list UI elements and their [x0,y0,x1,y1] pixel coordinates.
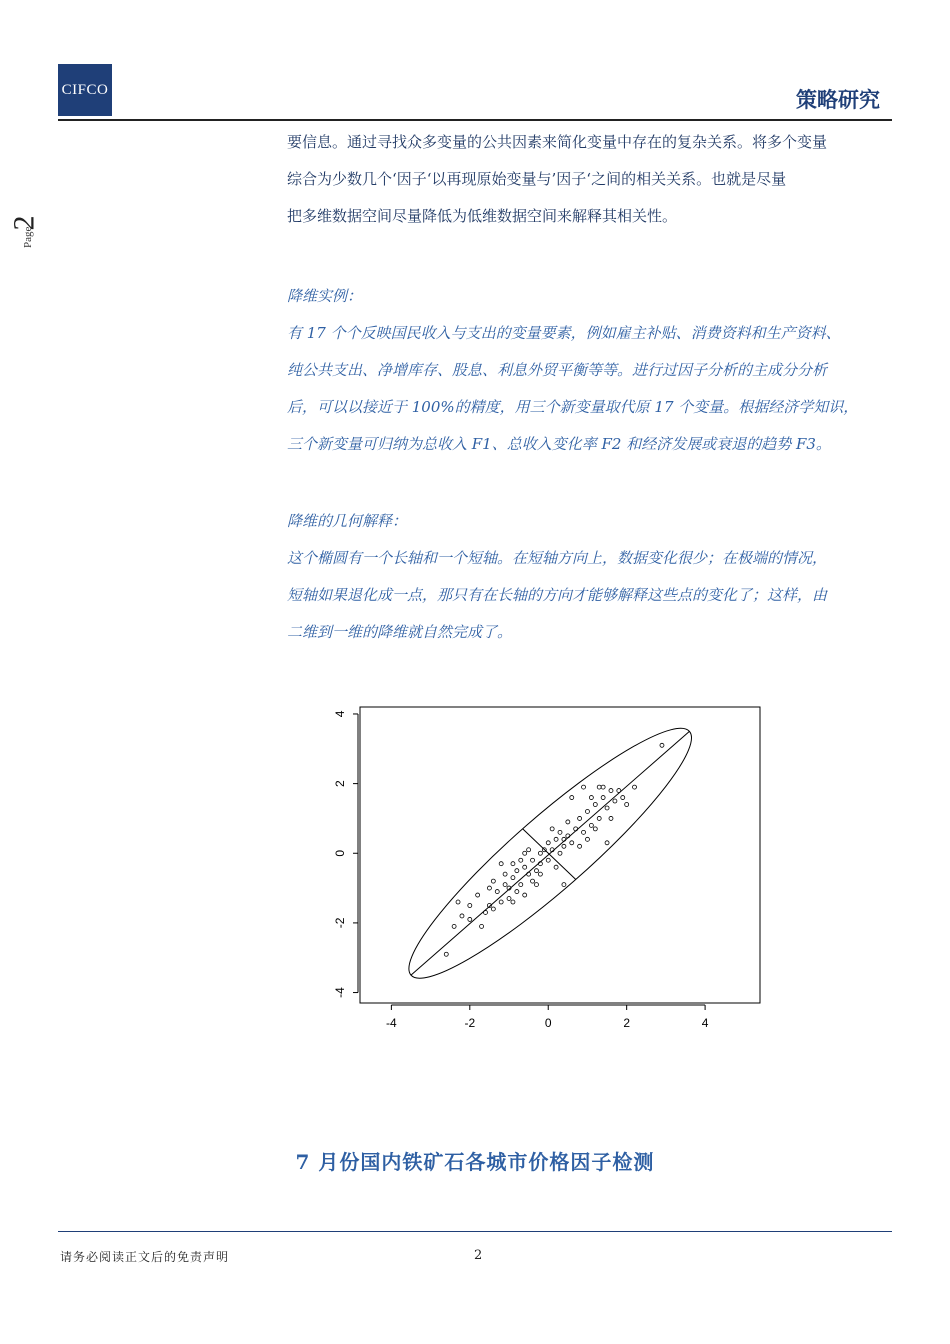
data-point [601,785,605,789]
data-point [609,789,613,793]
data-point [460,914,464,918]
side-page-number: 2 [7,215,41,231]
data-point [582,785,586,789]
data-point [495,890,499,894]
y-tick-label: -4 [333,987,347,998]
data-point [601,796,605,800]
intro-line: 综合为少数几个‘因子‘以再现原始变量与’因子‘之间的相关关系。也就是尽量 [287,170,787,188]
x-tick-label: -4 [386,1016,397,1030]
data-point [578,844,582,848]
data-point [593,803,597,807]
data-point [515,890,519,894]
x-tick-label: -2 [464,1016,476,1030]
data-point [617,789,621,793]
data-point [562,883,566,887]
y-tick-label: 2 [333,780,347,787]
major-axis-line [411,731,689,975]
x-tick-label: 2 [623,1016,631,1030]
data-point [578,816,582,820]
data-point [546,858,550,862]
data-point [456,900,460,904]
geometry-line: 二维到一维的降维就自然完成了。 [287,623,513,641]
y-tick-label: -2 [333,917,347,929]
intro-paragraph [287,124,907,235]
pca-scatter-plot [325,695,775,1040]
intro-line: 要信息。通过寻找众多变量的公共因素来简化变量中存在的复杂关系。将多个变量 [287,133,828,151]
data-point [519,858,523,862]
data-point [538,851,542,855]
data-point [499,900,503,904]
data-point [476,893,480,897]
data-point [597,785,601,789]
data-point [483,910,487,914]
data-point [609,816,613,820]
data-point [546,841,550,845]
data-point [538,872,542,876]
example-paragraph [287,315,907,463]
x-tick-label: 0 [544,1016,552,1030]
data-point [444,952,448,956]
x-tick-label: 4 [701,1016,709,1030]
footer-divider [58,1231,892,1232]
data-point [531,858,535,862]
geometry-heading-text: 降维的几何解释： [287,512,408,530]
data-point [558,851,562,855]
data-point [589,823,593,827]
side-page-label: Page [22,226,34,248]
data-point [511,862,515,866]
data-point [570,841,574,845]
data-point [511,876,515,880]
data-point [480,924,484,928]
data-point [562,844,566,848]
data-point [660,743,664,747]
data-point [468,903,472,907]
data-point [589,796,593,800]
data-point [511,900,515,904]
chart-caption: 7 月份国内铁矿石各城市价格因子检测 [295,1150,655,1174]
data-point [491,879,495,883]
data-point [499,862,503,866]
data-point [523,865,527,869]
intro-line: 把多维数据空间尽量降低为低维数据空间来解释其相关性。 [287,207,678,225]
data-point [566,820,570,824]
geometry-paragraph [287,540,907,651]
data-point [585,809,589,813]
data-point [523,893,527,897]
example-line: 后，可以以接近于 100%的精度，用三个新变量取代原 17 个变量。根据经济学知识， [287,398,859,416]
data-point [534,869,538,873]
data-point [605,806,609,810]
example-line: 纯公共支出、净增库存、股息、利息外贸平衡等等。进行过因子分析的主成分分析 [287,361,828,379]
data-point [585,837,589,841]
data-point [554,865,558,869]
header-divider [58,119,892,121]
geometry-line: 这个椭圆有一个长轴和一个短轴。在短轴方向上，数据变化很少；在极端的情况， [287,549,828,567]
data-point [558,830,562,834]
example-line: 三个新变量可归纳为总收入 F1、总收入变化率 F2 和经济发展或衰退的趋势 F3。 [287,435,831,453]
geometry-line: 短轴如果退化成一点，那只有在长轴的方向才能够解释这些点的变化了；这样，由 [287,586,828,604]
data-point [527,848,531,852]
data-point [531,879,535,883]
data-point [582,830,586,834]
data-point [519,883,523,887]
example-heading-text: 降维实例： [287,287,363,305]
y-tick-label: 0 [333,849,347,857]
report-category-title: 策略研究 [796,88,880,112]
data-point [550,827,554,831]
data-point [452,924,456,928]
example-line: 有 17 个个反映国民收入与支出的变量要素，例如雇主补贴、消费资料和生产资料、 [287,324,841,342]
data-point [621,796,625,800]
data-point [605,841,609,845]
data-point [625,803,629,807]
data-point [523,851,527,855]
data-point [503,883,507,887]
data-point [554,837,558,841]
y-tick-label: 4 [333,710,347,718]
data-point [491,907,495,911]
data-point [534,883,538,887]
data-point [593,827,597,831]
data-point [570,796,574,800]
footer-page-number: 2 [474,1248,483,1263]
data-point [613,799,617,803]
data-point [507,897,511,901]
geometry-heading [287,503,907,540]
data-point [503,872,507,876]
data-point [468,917,472,921]
company-logo: CIFCO [58,64,112,116]
data-point [487,886,491,890]
data-point [633,785,637,789]
disclaimer-note: 请务必阅读正文后的免责声明 [60,1250,230,1264]
minor-axis-line [523,829,576,879]
data-point [515,869,519,873]
example-heading [287,278,907,315]
data-point [597,816,601,820]
